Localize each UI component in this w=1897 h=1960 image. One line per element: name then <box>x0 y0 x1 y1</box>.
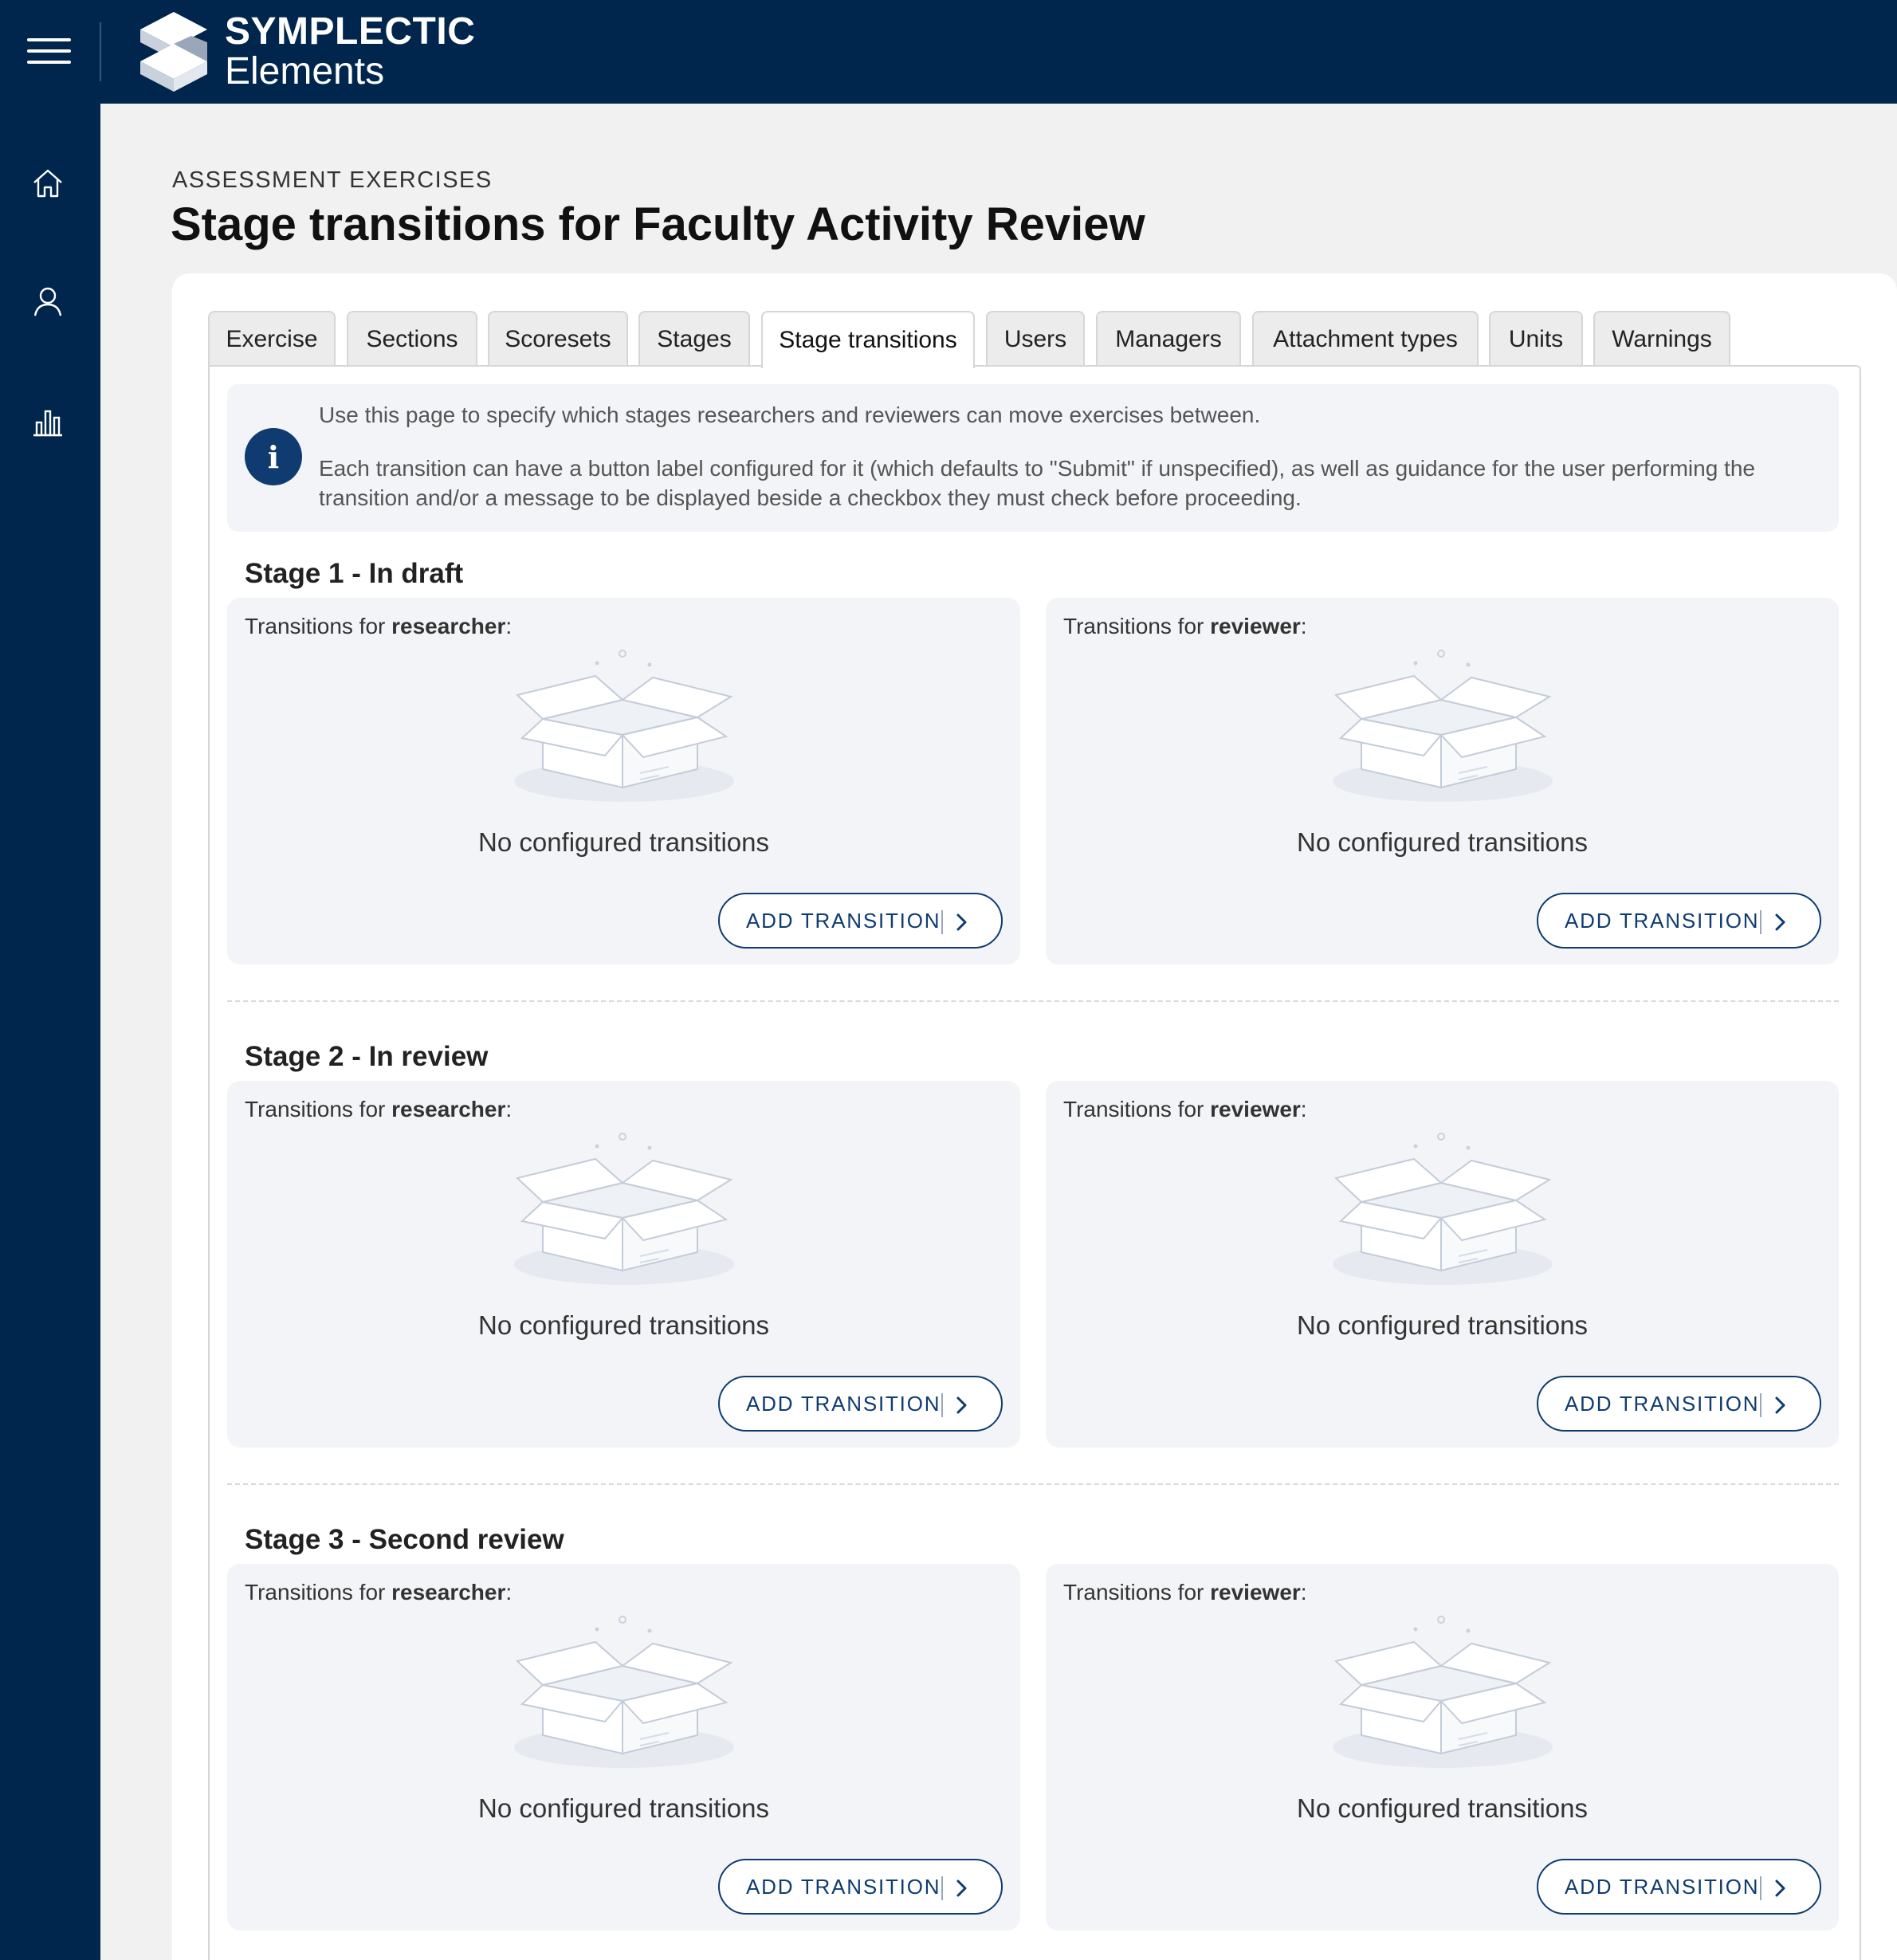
main-content <box>100 104 1897 1960</box>
reviewer-transitions-panel <box>1046 598 1839 964</box>
top-bar <box>0 0 1897 104</box>
chevron-right-icon <box>1770 912 1789 933</box>
empty-box-icon <box>513 646 736 805</box>
tab-warnings[interactable]: Warnings <box>1593 311 1730 367</box>
add-transition-button[interactable]: ADD TRANSITION <box>1537 1376 1821 1432</box>
breadcrumb[interactable]: ASSESSMENT EXERCISES <box>172 167 493 193</box>
tab-attachment-types[interactable]: Attachment types <box>1252 311 1479 367</box>
tab-sections[interactable]: Sections <box>347 311 477 367</box>
chevron-right-icon <box>952 912 971 933</box>
tab-stage-transitions[interactable]: Stage transitions <box>761 311 975 368</box>
page-title: Stage transitions for Faculty Activity Review <box>171 198 1145 250</box>
content-card <box>172 273 1897 1960</box>
tab-exercise[interactable]: Exercise <box>208 311 336 367</box>
stage-title: Stage 2 - In review <box>245 1041 489 1072</box>
info-icon: i <box>245 428 302 485</box>
info-box <box>227 384 1839 532</box>
chevron-right-icon <box>952 1395 971 1416</box>
tab-stages[interactable]: Stages <box>638 311 750 367</box>
logo-mark-icon <box>134 9 214 95</box>
stage-title: Stage 3 - Second review <box>245 1524 564 1555</box>
researcher-transitions-panel <box>227 1081 1020 1447</box>
chevron-right-icon <box>1770 1395 1789 1416</box>
user-icon[interactable] <box>30 284 65 319</box>
transitions-label: Transitions for reviewer: <box>1063 1580 1307 1605</box>
reviewer-transitions-panel <box>1046 1081 1839 1447</box>
empty-box-icon <box>1331 1612 1554 1771</box>
tab-users[interactable]: Users <box>986 311 1085 367</box>
add-transition-button[interactable]: ADD TRANSITION <box>718 893 1003 949</box>
tab-units[interactable]: Units <box>1489 311 1583 367</box>
empty-state-text: No configured transitions <box>1296 1310 1589 1340</box>
empty-state-text: No configured transitions <box>477 1310 770 1340</box>
info-text-line-2: Each transition can have a button label configured for it (which defaults to "Submit" if unspecified), as well as guidance for the user performing the transition and/or a message to be displayed beside a checkbox they must check before proceeding. <box>319 456 1755 510</box>
empty-box-icon <box>513 1129 736 1288</box>
tab-scoresets[interactable]: Scoresets <box>488 311 628 367</box>
bar-chart-icon[interactable] <box>30 403 65 438</box>
empty-box-icon <box>1331 1129 1554 1288</box>
stage-divider <box>227 1483 1839 1485</box>
empty-box-icon <box>1331 646 1554 805</box>
transitions-label: Transitions for researcher: <box>245 614 513 638</box>
chevron-right-icon <box>1770 1878 1789 1899</box>
add-transition-button[interactable]: ADD TRANSITION <box>718 1859 1003 1915</box>
add-transition-button[interactable]: ADD TRANSITION <box>718 1376 1003 1432</box>
add-transition-button[interactable]: ADD TRANSITION <box>1537 893 1821 949</box>
hamburger-menu-icon[interactable] <box>27 37 71 65</box>
home-icon[interactable] <box>30 166 65 201</box>
info-text-line-1: Use this page to specify which stages researchers and reviewers can move exercises between. <box>319 403 1261 427</box>
transitions-label: Transitions for reviewer: <box>1063 614 1307 638</box>
app-logo[interactable] <box>134 8 475 96</box>
tab-managers[interactable]: Managers <box>1096 311 1241 367</box>
researcher-transitions-panel <box>227 598 1020 964</box>
sidebar <box>0 104 100 1960</box>
add-transition-button[interactable]: ADD TRANSITION <box>1537 1859 1821 1915</box>
chevron-right-icon <box>952 1878 971 1899</box>
logo-wordmark-top: SYMPLECTIC <box>225 10 476 53</box>
transitions-label: Transitions for reviewer: <box>1063 1097 1307 1121</box>
divider <box>100 22 101 81</box>
transitions-label: Transitions for researcher: <box>245 1097 513 1121</box>
empty-state-text: No configured transitions <box>1296 827 1589 857</box>
empty-box-icon <box>513 1612 736 1771</box>
logo-wordmark-bottom: Elements <box>225 50 385 92</box>
tab-panel-stage-transitions <box>208 365 1861 1960</box>
transitions-label: Transitions for researcher: <box>245 1580 513 1605</box>
reviewer-transitions-panel <box>1046 1564 1839 1931</box>
stage-divider <box>227 1000 1839 1002</box>
empty-state-text: No configured transitions <box>477 827 770 857</box>
stage-title: Stage 1 - In draft <box>245 558 464 589</box>
empty-state-text: No configured transitions <box>477 1793 770 1823</box>
empty-state-text: No configured transitions <box>1296 1793 1589 1823</box>
researcher-transitions-panel <box>227 1564 1020 1931</box>
